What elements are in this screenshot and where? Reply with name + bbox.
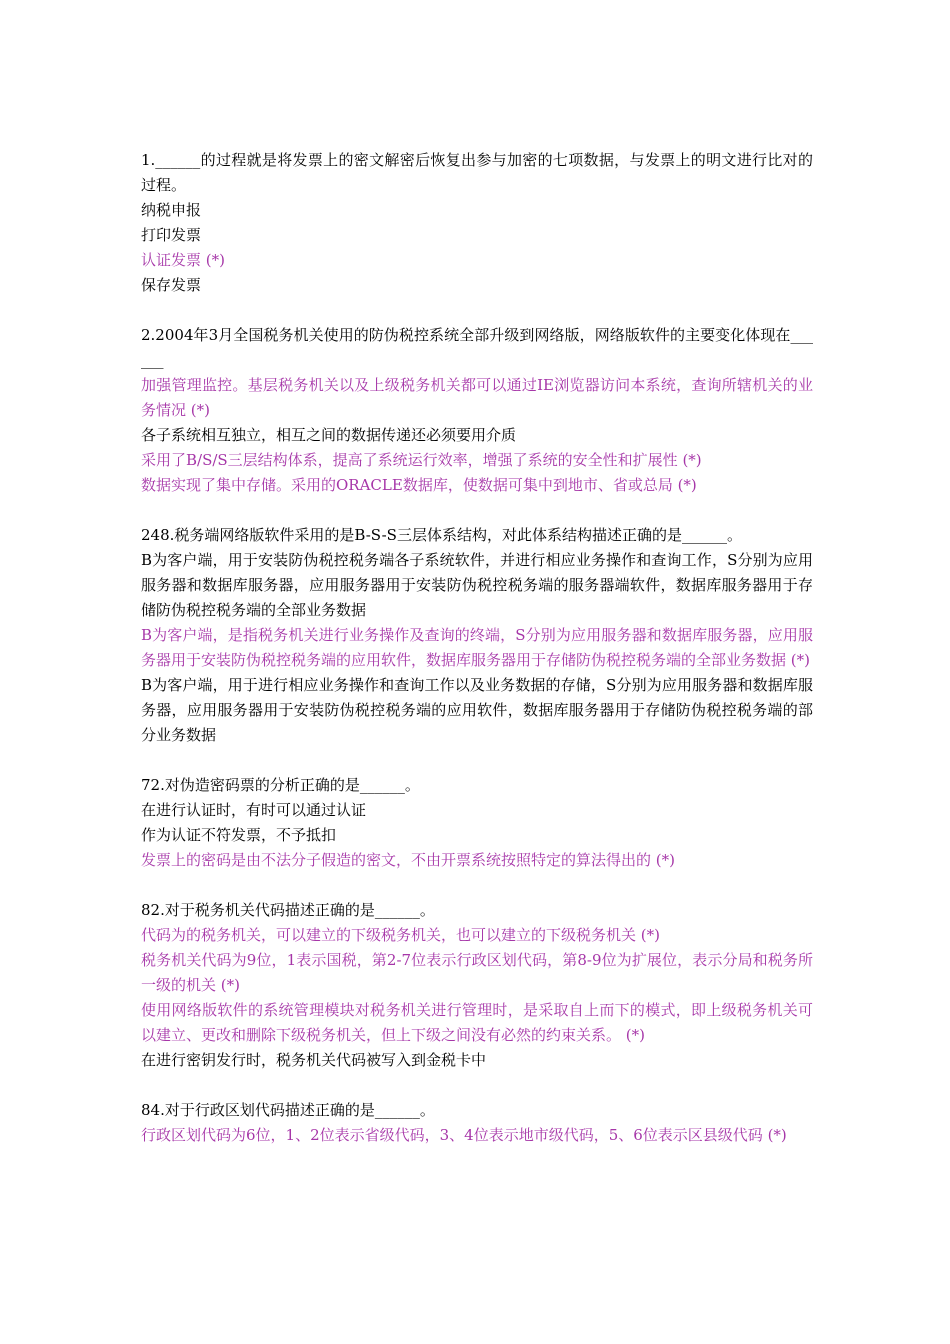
answer-option: B为客户端，用于进行相应业务操作和查询工作以及业务数据的存储，S分别为应用服务器和数据库服务器，应用服务器用于安装防伪税控税务端的应用软件，数据库服务器用于存储防伪税控税务端的部分业务数据 <box>141 676 813 744</box>
answer-option: 纳税申报 <box>141 201 202 219</box>
question-stem: 72.对伪造密码票的分析正确的是______。 <box>141 776 420 794</box>
answer-option-correct: 加强管理监控。基层税务机关以及上级税务机关都可以通过IE浏览器访问本系统，查询所辖机关的业务情况 (*) <box>141 376 813 419</box>
answer-option: 保存发票 <box>141 276 202 294</box>
answer-option-correct: 代码为的税务机关，可以建立的下级税务机关，也可以建立的下级税务机关 (*) <box>141 926 660 944</box>
answer-option: 在进行认证时，有时可以通过认证 <box>141 801 367 819</box>
answer-option: B为客户端，用于安装防伪税控税务端各子系统软件，并进行相应业务操作和查询工作，S分别为应用服务器和数据库服务器，应用服务器用于安装防伪税控税务端的服务器端软件，数据库服务器用于存储防伪税控税务端的全部业务数据 <box>141 551 813 619</box>
answer-option-correct: 数据实现了集中存储。采用的ORACLE数据库，使数据可集中到地市、省或总局 (*) <box>141 476 697 494</box>
answer-option: 打印发票 <box>141 226 202 244</box>
question-stem: 2.2004年3月全国税务机关使用的防伪税控系统全部升级到网络版，网络版软件的主要变化体现在______ <box>141 326 813 369</box>
question-stem: 248.税务端网络版软件采用的是B-S-S三层体系结构，对此体系结构描述正确的是______。 <box>141 526 742 544</box>
quiz-document <box>141 148 813 1173</box>
answer-option-correct: 采用了B/S/S三层结构体系，提高了系统运行效率，增强了系统的安全性和扩展性 (*) <box>141 451 702 469</box>
question-block <box>141 1098 813 1148</box>
answer-option: 在进行密钥发行时，税务机关代码被写入到金税卡中 <box>141 1051 487 1069</box>
answer-option: 作为认证不符发票，不予抵扣 <box>141 826 337 844</box>
answer-option: 各子系统相互独立，相互之间的数据传递还必须要用介质 <box>141 426 517 444</box>
question-block <box>141 323 813 498</box>
answer-option-correct: 使用网络版软件的系统管理模块对税务机关进行管理时，是采取自上而下的模式，即上级税务机关可以建立、更改和删除下级税务机关，但上下级之间没有必然的约束关系。 (*) <box>141 1001 813 1044</box>
question-block <box>141 148 813 298</box>
answer-option-correct: 发票上的密码是由不法分子假造的密文，不由开票系统按照特定的算法得出的 (*) <box>141 851 675 869</box>
answer-option-correct: 认证发票 (*) <box>141 251 225 269</box>
answer-option-correct: 行政区划代码为6位，1、2位表示省级代码，3、4位表示地市级代码，5、6位表示区县级代码 (*) <box>141 1126 787 1144</box>
question-stem: 84.对于行政区划代码描述正确的是______。 <box>141 1101 435 1119</box>
question-block <box>141 773 813 873</box>
question-block <box>141 523 813 748</box>
question-block <box>141 898 813 1073</box>
answer-option-correct: B为客户端，是指税务机关进行业务操作及查询的终端，S分别为应用服务器和数据库服务器，应用服务器用于安装防伪税控税务端的应用软件，数据库服务器用于存储防伪税控税务端的全部业务数据 (*) <box>141 626 813 669</box>
question-stem: 82.对于税务机关代码描述正确的是______。 <box>141 901 435 919</box>
question-stem: 1.______的过程就是将发票上的密文解密后恢复出参与加密的七项数据，与发票上的明文进行比对的过程。 <box>141 151 813 194</box>
answer-option-correct: 税务机关代码为9位，1表示国税，第2-7位表示行政区划代码，第8-9位为扩展位，表示分局和税务所一级的机关 (*) <box>141 951 813 994</box>
